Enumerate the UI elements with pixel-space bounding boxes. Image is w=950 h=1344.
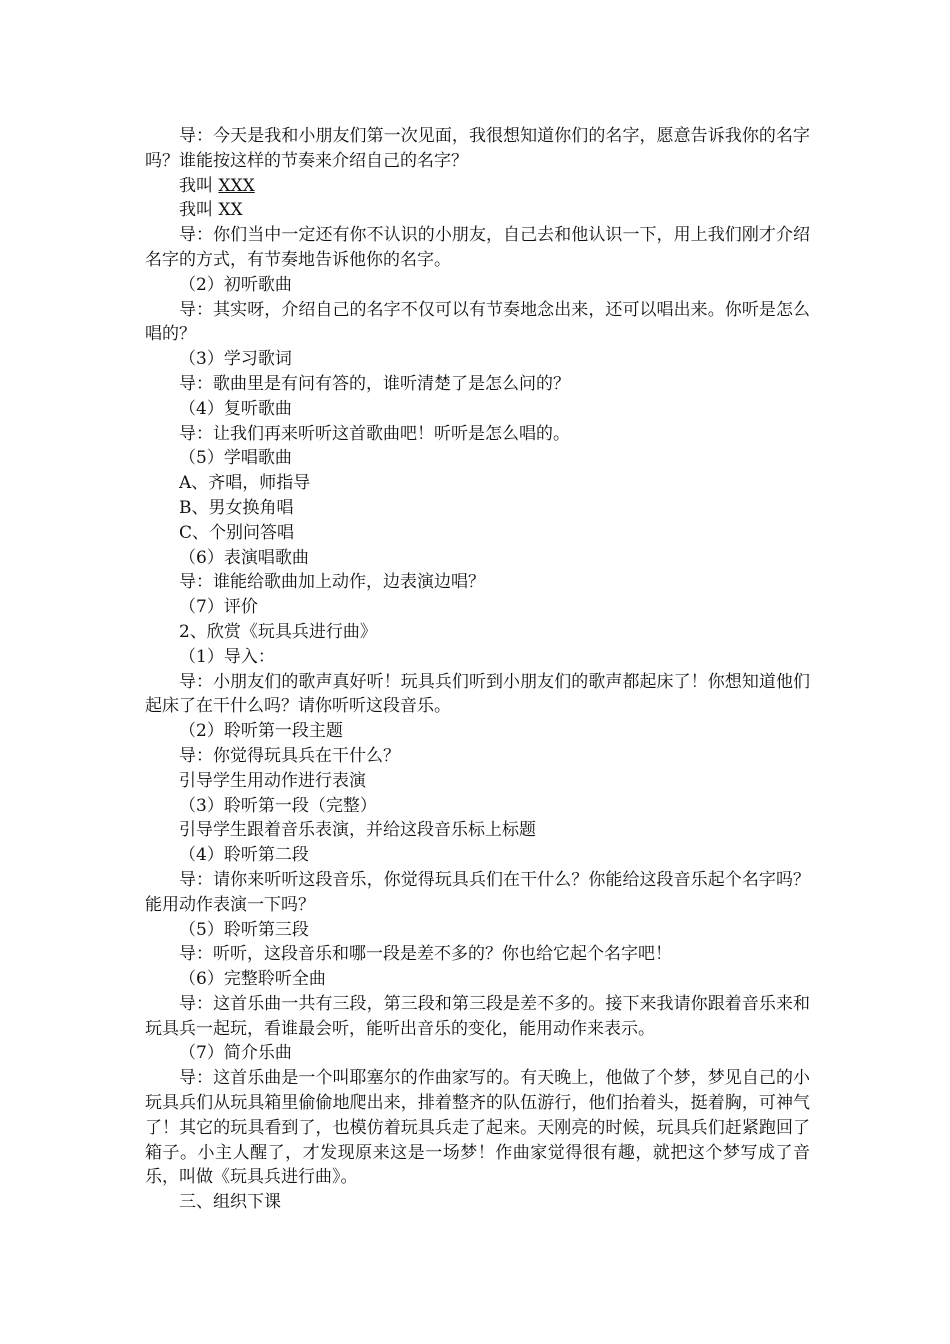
paragraph-guide-title: 引导学生跟着音乐表演，并给这段音乐标上标题 xyxy=(179,820,536,841)
heading-learn-lyrics: （3）学习歌词 xyxy=(179,349,292,370)
paragraph-section-three: 导：听听，这段音乐和哪一段是差不多的？你也给它起个名字吧！ xyxy=(179,944,672,965)
heading-listen-section-three: （5）聆听第三段 xyxy=(179,919,309,940)
list-item-b: B、男女换角唱 xyxy=(179,497,294,518)
heading-introduction: （1）导入： xyxy=(179,646,275,667)
heading-learn-sing: （5）学唱歌曲 xyxy=(179,448,292,469)
paragraph-example-name-1 xyxy=(145,174,810,199)
heading-dismiss-class: 三、组织下课 xyxy=(179,1192,281,1213)
paragraph-sing-names: 导：其实呀，介绍自己的名字不仅可以有节奏地念出来，还可以唱出来。你听是怎么唱的？ xyxy=(145,299,810,345)
paragraph-meet-classmates: 导：你们当中一定还有你不认识的小朋友，自己去和他认识一下，用上我们刚才介绍名字的方式，有节奏地告诉他你的名字。 xyxy=(145,225,810,270)
heading-listen-section-one-full: （3）聆听第一段（完整） xyxy=(179,795,377,816)
paragraph-three-sections: 导：这首乐曲一共有三段，第三段和第三段是差不多的。接下来我请你跟着音乐来和玩具兵一起玩，看谁最会听，能听出音乐的变化，能用动作来表示。 xyxy=(145,993,810,1039)
heading-relisten: （4）复听歌曲 xyxy=(179,398,292,419)
paragraph-listen-again: 导：让我们再来听听这首歌曲吧！听听是怎么唱的。 xyxy=(179,423,570,444)
paragraph-what-doing: 导：你觉得玩具兵在干什么？ xyxy=(179,745,400,766)
heading-appreciate-march: 2、欣赏《玩具兵进行曲》 xyxy=(179,621,377,642)
example-prefix: 我叫 xyxy=(179,175,219,196)
heading-brief-intro: （7）简介乐曲 xyxy=(179,1043,292,1064)
paragraph-toy-soldiers-wake: 导：小朋友们的歌声真好听！玩具兵们听到小朋友们的歌声都起床了！你想知道他们起床了在干什么吗？请你听听这段音乐。 xyxy=(145,671,810,717)
list-item-c: C、个别问答唱 xyxy=(179,522,295,543)
paragraph-intro-names: 导：今天是我和小朋友们第一次见面，我很想知道你们的名字，愿意告诉我你的名字吗？谁能按这样的节奏来介绍自己的名字？ xyxy=(145,126,810,171)
paragraph-add-actions: 导：谁能给歌曲加上动作，边表演边唱？ xyxy=(179,572,485,593)
document-body xyxy=(145,124,810,1215)
heading-full-listen: （6）完整聆听全曲 xyxy=(179,969,326,990)
paragraph-example-name-2: 我叫 XX xyxy=(179,200,243,221)
heading-first-listen: （2）初听歌曲 xyxy=(179,274,292,295)
heading-evaluate: （7）评价 xyxy=(179,597,258,618)
heading-perform-song: （6）表演唱歌曲 xyxy=(179,547,309,568)
list-item-a: A、齐唱，师指导 xyxy=(179,473,311,494)
paragraph-guide-actions: 引导学生用动作进行表演 xyxy=(179,770,366,791)
paragraph-question-answer: 导：歌曲里是有问有答的，谁听清楚了是怎么问的？ xyxy=(179,373,570,394)
example-underlined-name: XXX xyxy=(218,175,255,196)
heading-listen-theme-one: （2）聆听第一段主题 xyxy=(179,721,343,742)
heading-listen-section-two: （4）聆听第二段 xyxy=(179,845,309,866)
paragraph-composer-story: 导：这首乐曲是一个叫耶塞尔的作曲家写的。有天晚上，他做了个梦，梦见自己的小玩具兵们从玩具箱里偷偷地爬出来，排着整齐的队伍游行，他们抬着头，挺着胸，可神气了！其它的玩具看到了，也模仿着玩具兵走了起来。天刚亮的时候，玩具兵们赶紧跑回了箱子。小主人醒了，才发现原来这是一场梦！作曲家觉得很有趣，就把这个梦写成了音乐，叫做《玩具兵进行曲》。 xyxy=(145,1068,810,1188)
paragraph-section-two: 导：请你来听听这段音乐，你觉得玩具兵们在干什么？你能给这段音乐起个名字吗？能用动作表演一下吗？ xyxy=(145,869,810,915)
